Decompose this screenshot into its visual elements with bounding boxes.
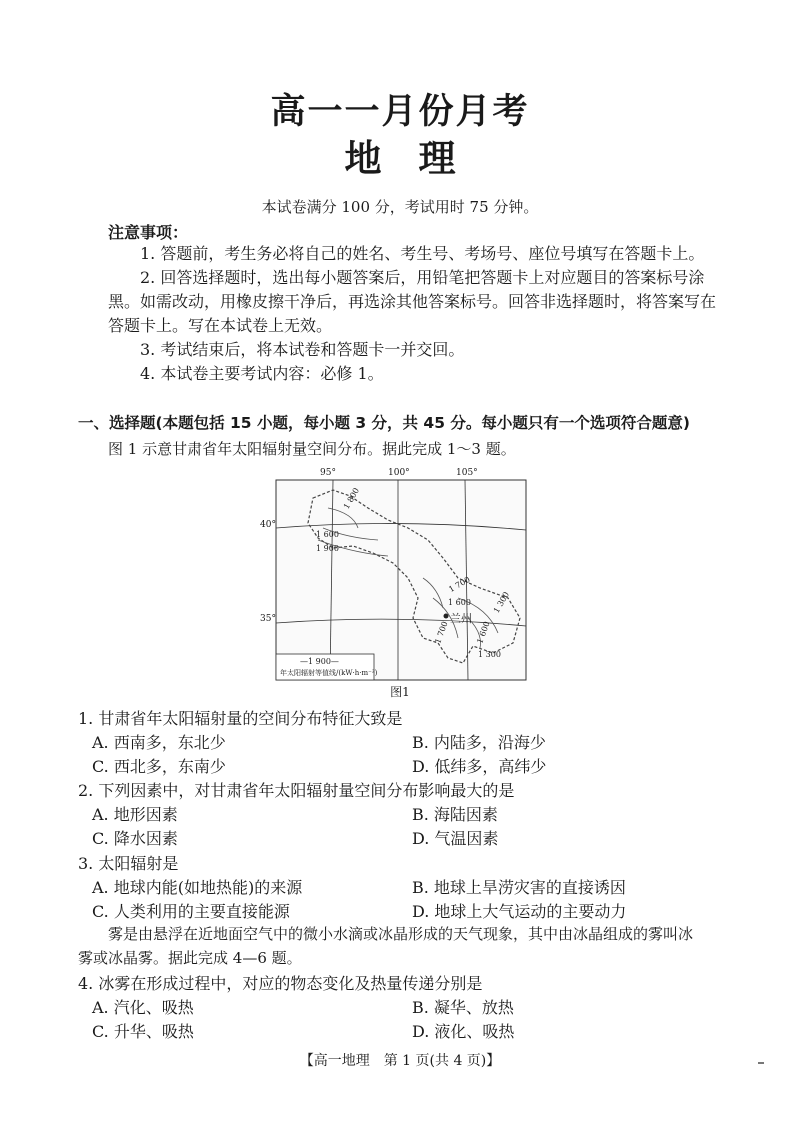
notice-heading: 注意事项： bbox=[108, 223, 189, 242]
scan-mark bbox=[758, 1062, 764, 1064]
contour-label: 1 800 bbox=[341, 486, 362, 511]
figure-caption: 图1 bbox=[390, 685, 410, 699]
notice-line-3: 黑。如需改动，用橡皮擦干净后，再选涂其他答案标号。回答非选择题时，将答案写在 bbox=[108, 292, 717, 311]
lat-label-40: 40° bbox=[260, 520, 276, 530]
notice-line-6: 4. 本试卷主要考试内容：必修 1。 bbox=[140, 364, 384, 383]
figure-intro: 图 1 示意甘肃省年太阳辐射量空间分布。据此完成 1～3 题。 bbox=[108, 440, 516, 458]
notice-line-5: 3. 考试结束后，将本试卷和答题卡一并交回。 bbox=[140, 340, 465, 359]
score-info: 本试卷满分 100 分，考试用时 75 分钟。 bbox=[261, 198, 539, 216]
lon-label-100: 100° bbox=[388, 468, 410, 478]
question-1-stem: 1. 甘肃省年太阳辐射量的空间分布特征大致是 bbox=[78, 709, 403, 728]
question-2-option-b: B. 海陆因素 bbox=[412, 805, 498, 824]
question-1-option-b: B. 内陆多，沿海少 bbox=[412, 733, 546, 752]
contour-label: 1 600 bbox=[448, 598, 471, 607]
page-footer: 【高一地理 第 1 页(共 4 页)】 bbox=[299, 1053, 501, 1069]
lat-label-35: 35° bbox=[260, 614, 276, 624]
question-4-option-a: A. 汽化、吸热 bbox=[92, 998, 194, 1017]
question-4-option-c: C. 升华、吸热 bbox=[92, 1022, 194, 1041]
fog-intro-line-1: 雾是由悬浮在近地面空气中的微小水滴或冰晶形成的天气现象，其中由冰晶组成的雾叫冰 bbox=[108, 925, 694, 943]
question-3-option-a: A. 地球内能(如地热能)的来源 bbox=[92, 878, 303, 897]
contour-label: 1 300 bbox=[478, 650, 501, 659]
question-3-stem: 3. 太阳辐射是 bbox=[78, 854, 179, 873]
gansu-solar-radiation-map bbox=[258, 468, 533, 683]
contour-label: 1 300 bbox=[491, 590, 512, 615]
section-heading: 一、选择题(本题包括 15 小题，每小题 3 分，共 45 分。每小题只有一个选项符合题意) bbox=[78, 414, 690, 432]
subject-title: 地 理 bbox=[344, 137, 456, 180]
legend-line: —1 900— bbox=[300, 657, 339, 666]
question-1-option-a: A. 西南多，东北少 bbox=[92, 733, 226, 752]
contour-label: 1 700 bbox=[447, 574, 472, 595]
contour-label: 1 700 bbox=[433, 620, 450, 645]
exam-title: 高一一月份月考 bbox=[270, 92, 530, 132]
city-label-lanzhou: 兰州 bbox=[450, 612, 472, 625]
question-2-option-a: A. 地形因素 bbox=[92, 805, 178, 824]
contour-label: 1 600 bbox=[475, 620, 492, 645]
notice-line-1: 1. 答题前，考生务必将自己的姓名、考生号、考场号、座位号填写在答题卡上。 bbox=[140, 244, 705, 263]
question-1-option-c: C. 西北多，东南少 bbox=[92, 757, 226, 776]
lon-label-105: 105° bbox=[456, 468, 478, 478]
contour-label: 1 600 bbox=[316, 530, 339, 539]
question-3-option-c: C. 人类利用的主要直接能源 bbox=[92, 902, 290, 921]
question-2-option-d: D. 气温因素 bbox=[412, 829, 499, 848]
legend-text: 年太阳辐射等值线/(kW·h·m⁻²) bbox=[280, 669, 378, 677]
question-4-stem: 4. 冰雾在形成过程中，对应的物态变化及热量传递分别是 bbox=[78, 974, 483, 993]
fog-intro-line-2: 雾或冰晶雾。据此完成 4—6 题。 bbox=[78, 949, 302, 967]
contour-label: 1 900 bbox=[316, 544, 339, 553]
question-4-option-d: D. 液化、吸热 bbox=[412, 1022, 515, 1041]
notice-line-4: 答题卡上。写在本试卷上无效。 bbox=[108, 316, 333, 335]
lon-label-95: 95° bbox=[320, 468, 336, 478]
question-3-option-b: B. 地球上旱涝灾害的直接诱因 bbox=[412, 878, 626, 897]
question-4-option-b: B. 凝华、放热 bbox=[412, 998, 514, 1017]
question-1-option-d: D. 低纬多，高纬少 bbox=[412, 757, 547, 776]
question-2-stem: 2. 下列因素中，对甘肃省年太阳辐射量空间分布影响最大的是 bbox=[78, 781, 515, 800]
notice-line-2: 2. 回答选择题时，选出每小题答案后，用铅笔把答题卡上对应题目的答案标号涂 bbox=[140, 268, 705, 287]
question-3-option-d: D. 地球上大气运动的主要动力 bbox=[412, 902, 627, 921]
question-2-option-c: C. 降水因素 bbox=[92, 829, 178, 848]
